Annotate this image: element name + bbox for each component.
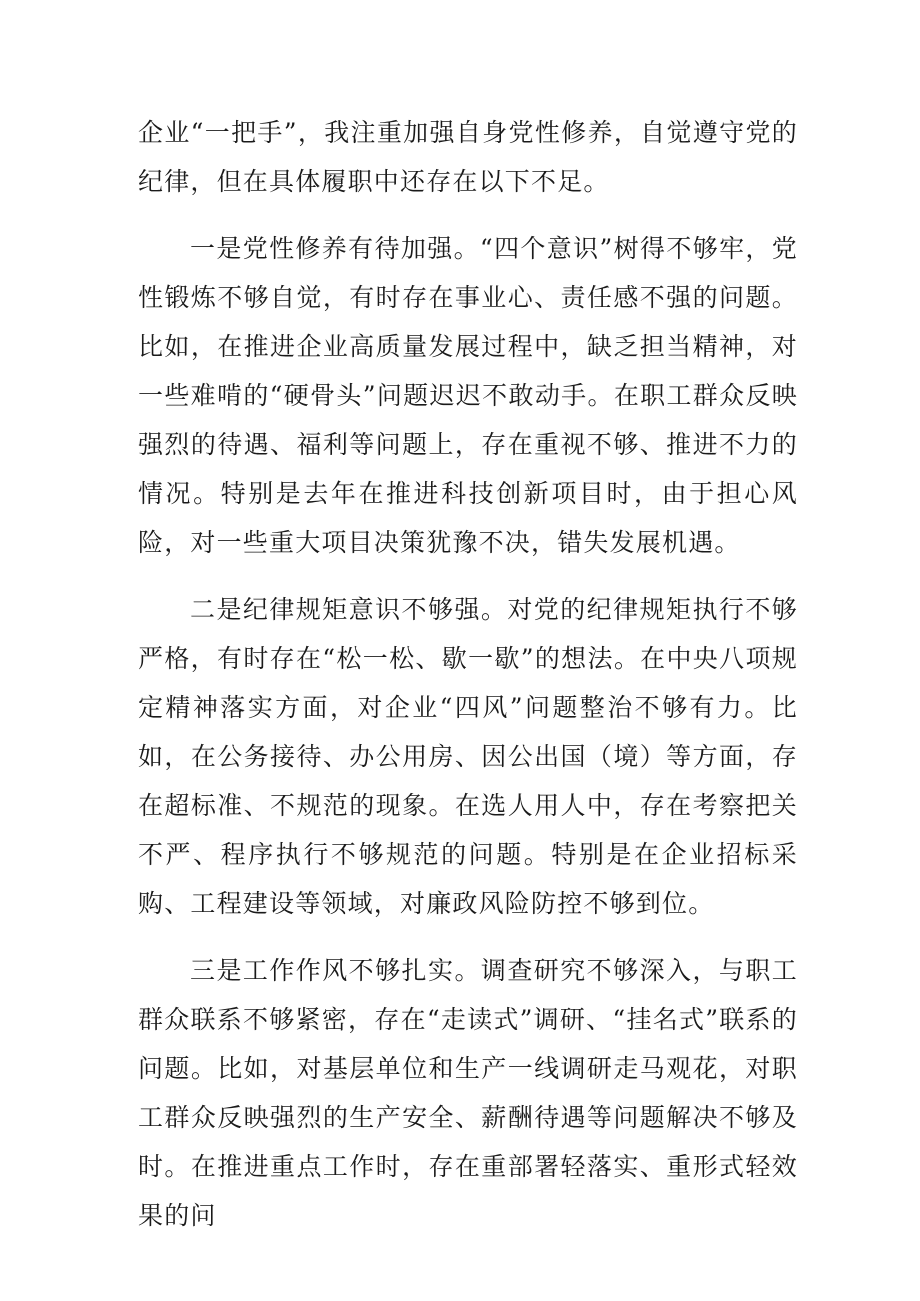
paragraph-party-cultivation: 一是党性修养有待加强。“四个意识”树得不够牢，党性锻炼不够自觉，有时存在事业心、责任感不强的问题。比如，在推进企业高质量发展过程中，缺乏担当精神，对一些难啃的“硬骨头”问题迟迟不敢动手。在职工群众反映强烈的待遇、福利等问题上，存在重视不够、推进不力的情况。特别是去年在推进科技创新项目时，由于担心风险，对一些重大项目决策犹豫不决，错失发展机遇。 <box>138 234 798 557</box>
document-body <box>138 108 798 1258</box>
paragraph-work-style: 三是工作作风不够扎实。调查研究不够深入，与职工群众联系不够紧密，存在“走读式”调研、“挂名式”联系的问题。比如，对基层单位和生产一线调研走马观花，对职工群众反映强烈的生产安全、薪酬待遇等问题解决不够及时。在推进重点工作时，存在重部署轻落实、重形式轻效果的问 <box>138 956 798 1230</box>
paragraph-discipline: 二是纪律规矩意识不够强。对党的纪律规矩执行不够严格，有时存在“松一松、歇一歇”的想法。在中央八项规定精神落实方面，对企业“四风”问题整治不够有力。比如，在公务接待、办公用房、因公出国（境）等方面，存在超标准、不规范的现象。在选人用人中，存在考察把关不严、程序执行不够规范的问题。特别是在企业招标采购、工程建设等领域，对廉政风险防控不够到位。 <box>138 595 798 918</box>
paragraph-continuation: 企业“一把手”，我注重加强自身党性修养，自觉遵守党的纪律，但在具体履职中还存在以下不足。 <box>138 118 798 196</box>
